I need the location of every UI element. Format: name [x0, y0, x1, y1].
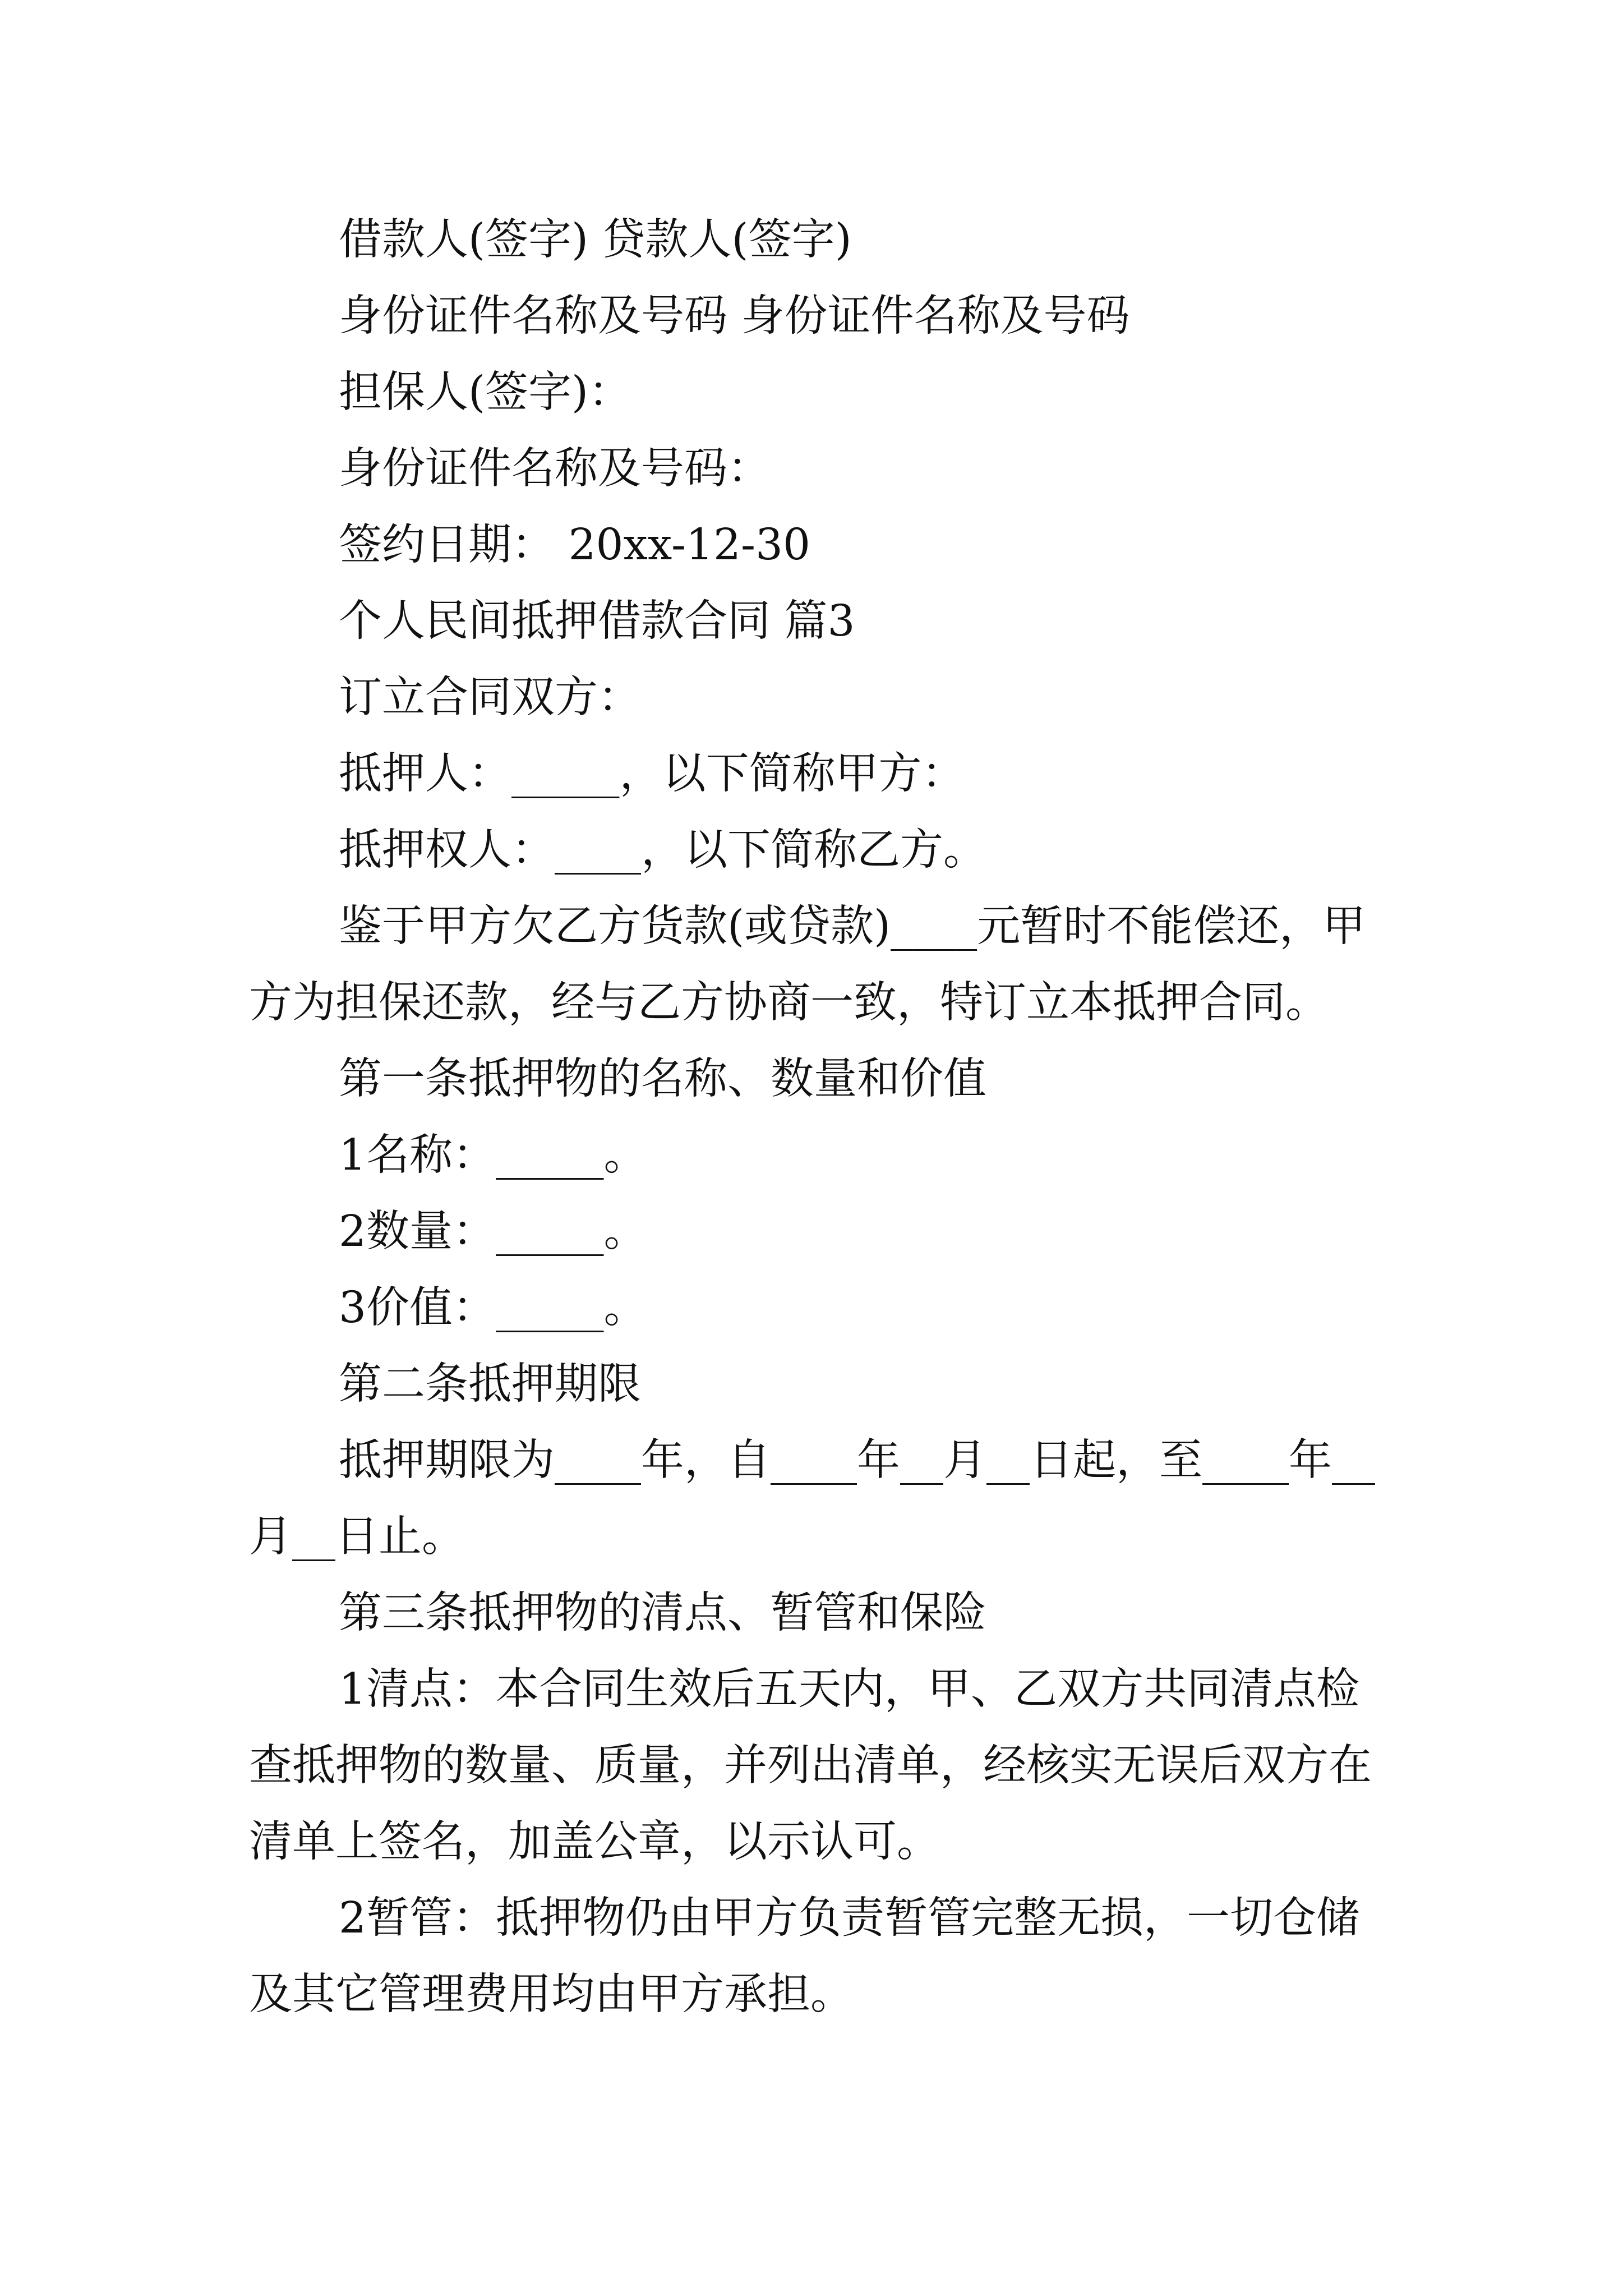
id-document-line: 身份证件名称及号码 身份证件名称及号码 [339, 291, 1130, 341]
guarantor-signature-line: 担保人(签字)： [339, 367, 632, 417]
article-3-inventory-paragraph: 1清点：本合同生效后五天内，甲、乙双方共同清点检查抵押物的数量、质量，并列出清单，经核实无误后双方在清单上签名，加盖公章，以示认可。 [249, 1664, 1372, 1867]
article-1-item-name: 1名称：_____。 [339, 1130, 647, 1180]
article-3-heading: 第三条抵押物的清点、暂管和保险 [339, 1588, 986, 1638]
article-2-heading: 第二条抵押期限 [339, 1359, 641, 1409]
article-3-custody-paragraph: 2暂管：抵押物仍由甲方负责暂管完整无损，一切仓储及其它管理费用均由甲方承担。 [249, 1893, 1359, 2019]
mortgagee-line: 抵押权人：____，以下简称乙方。 [339, 825, 986, 875]
contract-title: 个人民间抵押借款合同 篇3 [339, 596, 855, 646]
parties-heading: 订立合同双方： [339, 673, 641, 723]
guarantor-id-line: 身份证件名称及号码： [339, 444, 771, 494]
mortgagor-line: 抵押人：_____，以下简称甲方： [339, 749, 965, 799]
signing-date-line: 签约日期： 20xx-12-30 [339, 520, 810, 570]
document-body [249, 202, 1382, 2033]
preamble-paragraph: 鉴于甲方欠乙方货款(或贷款)____元暂时不能偿还，甲方为担保还款，经与乙方协商一致，特订立本抵押合同。 [249, 901, 1366, 1028]
article-1-item-value: 3价值：_____。 [339, 1283, 647, 1333]
article-1-heading: 第一条抵押物的名称、数量和价值 [339, 1054, 986, 1104]
article-1-item-quantity: 2数量：_____。 [339, 1207, 647, 1257]
signature-parties-line: 借款人(签字) 贷款人(签字) [339, 215, 852, 265]
article-2-term-paragraph: 抵押期限为____年，自____年__月__日起，至____年__月__日止。 [249, 1435, 1375, 1562]
